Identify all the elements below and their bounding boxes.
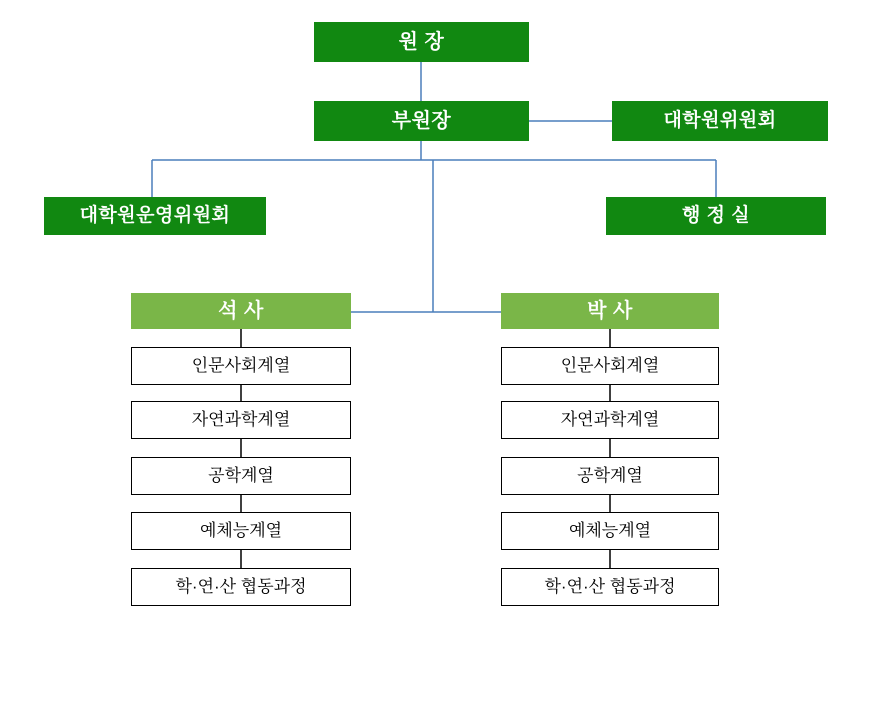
node-masters-program-label: 학·연·산 협동과정 (175, 576, 307, 596)
node-operating-committee (44, 197, 266, 235)
node-doctoral-program (501, 401, 719, 439)
node-masters-program (131, 401, 351, 439)
node-doctoral-program (501, 568, 719, 606)
node-doctoral-program (501, 347, 719, 385)
node-masters-program (131, 347, 351, 385)
node-administration-office (606, 197, 826, 235)
node-masters-program-label: 공학계열 (208, 465, 274, 485)
node-doctoral-program-label: 공학계열 (577, 465, 643, 485)
node-doctoral (501, 293, 719, 329)
node-masters-program-label: 인문사회계열 (191, 355, 291, 375)
node-doctoral-program (501, 512, 719, 550)
node-masters (131, 293, 351, 329)
node-masters-program (131, 457, 351, 495)
node-doctoral-program-label: 학·연·산 협동과정 (544, 576, 676, 596)
node-graduate-committee (612, 101, 828, 141)
node-director (314, 22, 529, 62)
node-masters-program-label: 예체능계열 (199, 520, 283, 540)
node-administration-office-label: 행 정 실 (681, 204, 751, 226)
node-doctoral-program (501, 457, 719, 495)
node-graduate-committee-label: 대학원위원회 (663, 109, 777, 131)
node-doctoral-program-label: 예체능계열 (568, 520, 652, 540)
node-masters-program (131, 512, 351, 550)
node-doctoral-program-label: 인문사회계열 (560, 355, 660, 375)
node-doctoral-program-label: 자연과학계열 (560, 409, 660, 429)
node-vice-director-label: 부원장 (391, 110, 452, 132)
node-vice-director (314, 101, 529, 141)
node-masters-label: 석 사 (218, 300, 264, 322)
node-masters-program (131, 568, 351, 606)
node-operating-committee-label: 대학원운영위원회 (79, 204, 231, 226)
node-masters-program-label: 자연과학계열 (191, 409, 291, 429)
node-director-label: 원 장 (398, 31, 445, 53)
node-doctoral-label: 박 사 (587, 300, 633, 322)
